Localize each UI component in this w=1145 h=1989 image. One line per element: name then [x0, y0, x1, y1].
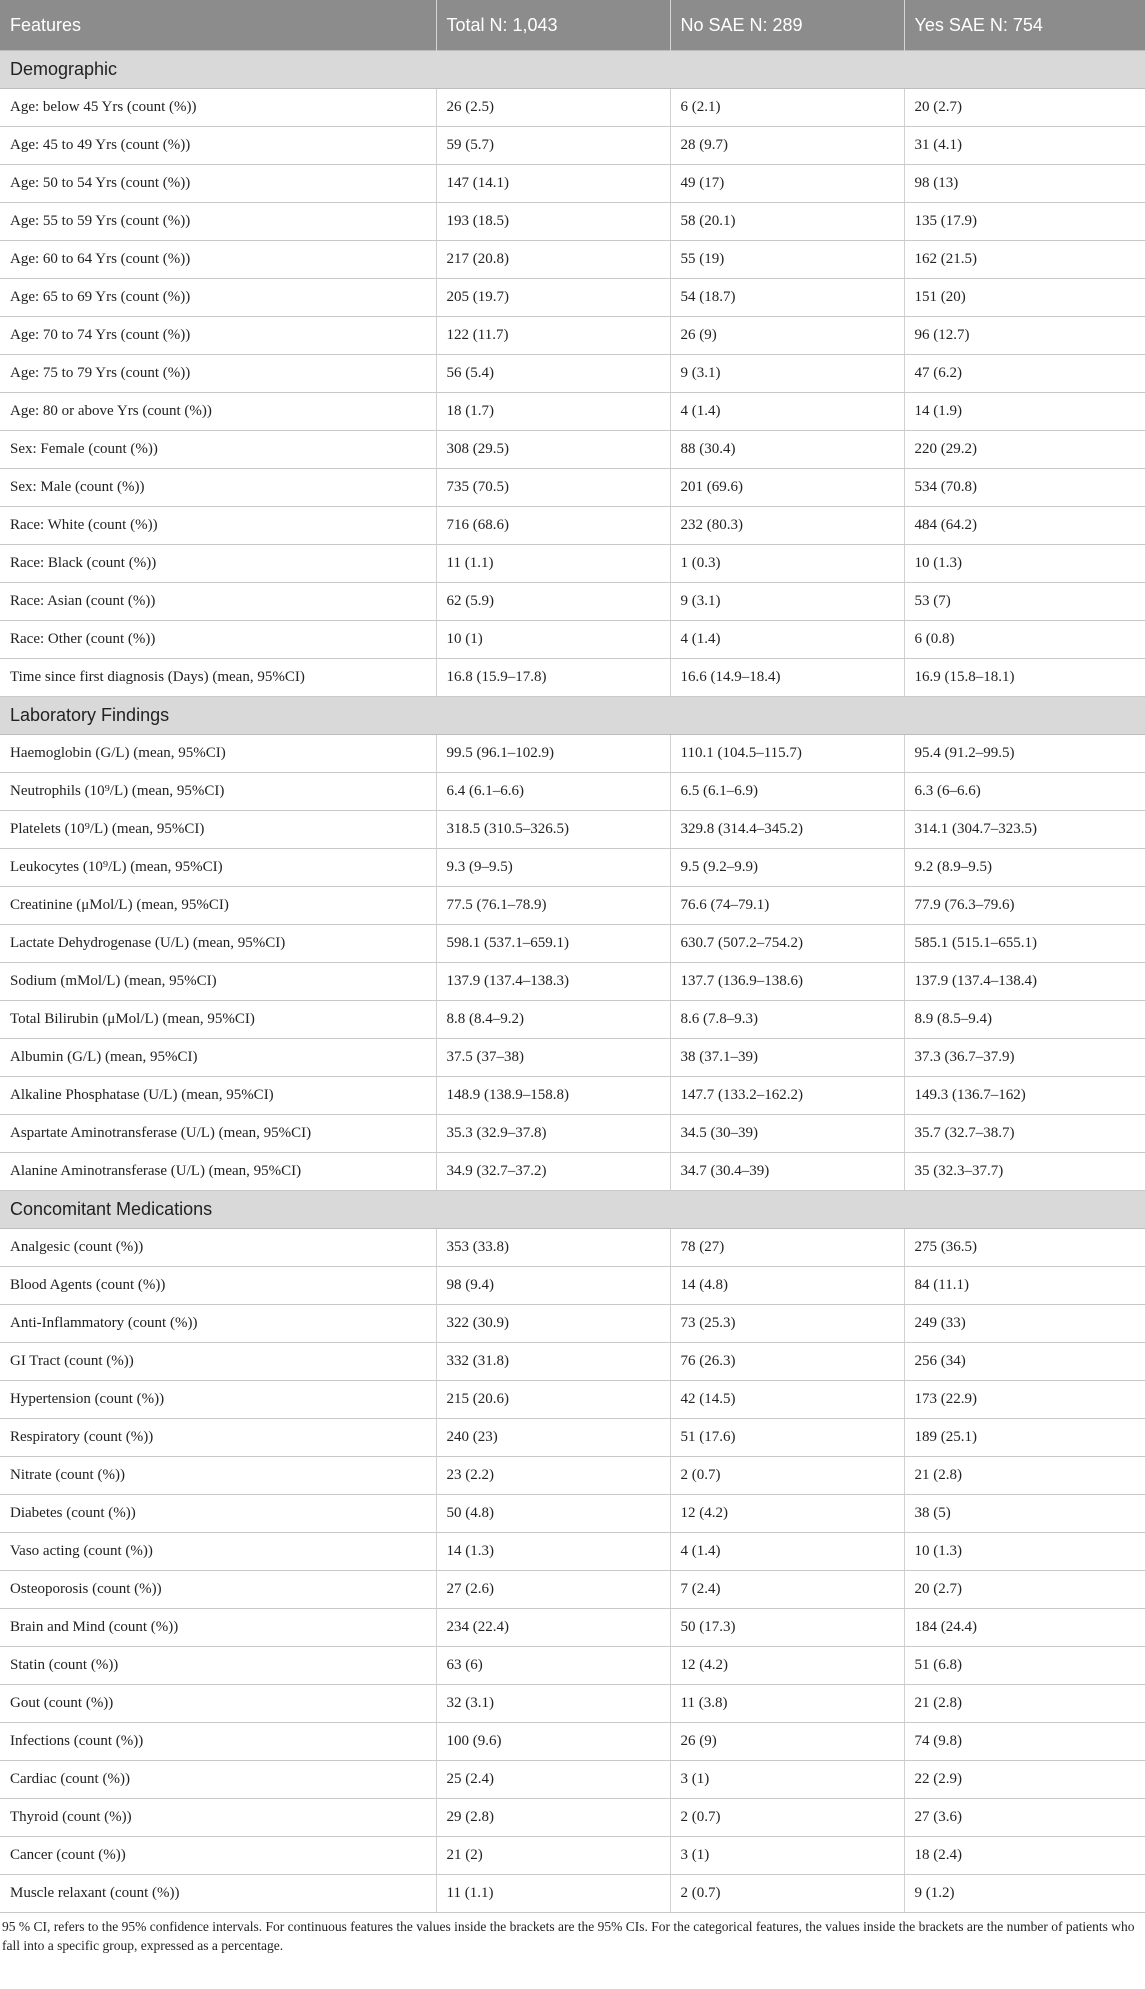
total-cell: 18 (1.7)	[436, 393, 670, 431]
table-row	[0, 1267, 1145, 1305]
feature-cell: Thyroid (count (%))	[0, 1799, 436, 1837]
table-row	[0, 279, 1145, 317]
yes-sae-cell: 16.9 (15.8–18.1)	[904, 659, 1145, 697]
feature-cell: Infections (count (%))	[0, 1723, 436, 1761]
header-yes-sae: Yes SAE N: 754	[904, 0, 1145, 51]
table-row	[0, 583, 1145, 621]
yes-sae-cell: 22 (2.9)	[904, 1761, 1145, 1799]
header-row	[0, 0, 1145, 51]
feature-cell: Nitrate (count (%))	[0, 1457, 436, 1495]
yes-sae-cell: 77.9 (76.3–79.6)	[904, 887, 1145, 925]
table-row	[0, 165, 1145, 203]
yes-sae-cell: 14 (1.9)	[904, 393, 1145, 431]
total-cell: 6.4 (6.1–6.6)	[436, 773, 670, 811]
table-row	[0, 1381, 1145, 1419]
table-row	[0, 1761, 1145, 1799]
total-cell: 29 (2.8)	[436, 1799, 670, 1837]
no-sae-cell: 54 (18.7)	[670, 279, 904, 317]
feature-cell: Sex: Female (count (%))	[0, 431, 436, 469]
no-sae-cell: 16.6 (14.9–18.4)	[670, 659, 904, 697]
yes-sae-cell: 314.1 (304.7–323.5)	[904, 811, 1145, 849]
yes-sae-cell: 74 (9.8)	[904, 1723, 1145, 1761]
section-header-row	[0, 51, 1145, 89]
yes-sae-cell: 27 (3.6)	[904, 1799, 1145, 1837]
feature-cell: Race: Asian (count (%))	[0, 583, 436, 621]
no-sae-cell: 55 (19)	[670, 241, 904, 279]
no-sae-cell: 6 (2.1)	[670, 89, 904, 127]
feature-cell: Age: 65 to 69 Yrs (count (%))	[0, 279, 436, 317]
table-row	[0, 507, 1145, 545]
yes-sae-cell: 484 (64.2)	[904, 507, 1145, 545]
feature-cell: Age: 75 to 79 Yrs (count (%))	[0, 355, 436, 393]
table-row	[0, 887, 1145, 925]
yes-sae-cell: 10 (1.3)	[904, 545, 1145, 583]
total-cell: 215 (20.6)	[436, 1381, 670, 1419]
feature-cell: Albumin (G/L) (mean, 95%CI)	[0, 1039, 436, 1077]
table-row	[0, 1495, 1145, 1533]
feature-cell: Age: 60 to 64 Yrs (count (%))	[0, 241, 436, 279]
feature-cell: Platelets (10⁹/L) (mean, 95%CI)	[0, 811, 436, 849]
table-row	[0, 1571, 1145, 1609]
no-sae-cell: 58 (20.1)	[670, 203, 904, 241]
feature-cell: Cancer (count (%))	[0, 1837, 436, 1875]
yes-sae-cell: 220 (29.2)	[904, 431, 1145, 469]
total-cell: 16.8 (15.9–17.8)	[436, 659, 670, 697]
no-sae-cell: 26 (9)	[670, 317, 904, 355]
table-row	[0, 1685, 1145, 1723]
yes-sae-cell: 8.9 (8.5–9.4)	[904, 1001, 1145, 1039]
total-cell: 59 (5.7)	[436, 127, 670, 165]
total-cell: 26 (2.5)	[436, 89, 670, 127]
no-sae-cell: 26 (9)	[670, 1723, 904, 1761]
total-cell: 63 (6)	[436, 1647, 670, 1685]
table-row	[0, 203, 1145, 241]
total-cell: 716 (68.6)	[436, 507, 670, 545]
table-row	[0, 925, 1145, 963]
total-cell: 77.5 (76.1–78.9)	[436, 887, 670, 925]
yes-sae-cell: 53 (7)	[904, 583, 1145, 621]
no-sae-cell: 201 (69.6)	[670, 469, 904, 507]
yes-sae-cell: 249 (33)	[904, 1305, 1145, 1343]
table-row	[0, 659, 1145, 697]
yes-sae-cell: 18 (2.4)	[904, 1837, 1145, 1875]
table-row	[0, 317, 1145, 355]
table-row	[0, 545, 1145, 583]
total-cell: 27 (2.6)	[436, 1571, 670, 1609]
table-row	[0, 241, 1145, 279]
total-cell: 100 (9.6)	[436, 1723, 670, 1761]
no-sae-cell: 1 (0.3)	[670, 545, 904, 583]
no-sae-cell: 88 (30.4)	[670, 431, 904, 469]
table-row	[0, 1115, 1145, 1153]
total-cell: 62 (5.9)	[436, 583, 670, 621]
feature-cell: Time since first diagnosis (Days) (mean, 95%CI)	[0, 659, 436, 697]
feature-cell: Age: 50 to 54 Yrs (count (%))	[0, 165, 436, 203]
total-cell: 318.5 (310.5–326.5)	[436, 811, 670, 849]
table-row	[0, 811, 1145, 849]
feature-cell: Diabetes (count (%))	[0, 1495, 436, 1533]
yes-sae-cell: 84 (11.1)	[904, 1267, 1145, 1305]
table-row	[0, 963, 1145, 1001]
yes-sae-cell: 37.3 (36.7–37.9)	[904, 1039, 1145, 1077]
no-sae-cell: 6.5 (6.1–6.9)	[670, 773, 904, 811]
no-sae-cell: 232 (80.3)	[670, 507, 904, 545]
feature-cell: Neutrophils (10⁹/L) (mean, 95%CI)	[0, 773, 436, 811]
total-cell: 23 (2.2)	[436, 1457, 670, 1495]
total-cell: 21 (2)	[436, 1837, 670, 1875]
table-row	[0, 355, 1145, 393]
feature-cell: Statin (count (%))	[0, 1647, 436, 1685]
no-sae-cell: 76.6 (74–79.1)	[670, 887, 904, 925]
feature-cell: Analgesic (count (%))	[0, 1229, 436, 1267]
table-row	[0, 1229, 1145, 1267]
section-header-row	[0, 697, 1145, 735]
no-sae-cell: 2 (0.7)	[670, 1457, 904, 1495]
yes-sae-cell: 275 (36.5)	[904, 1229, 1145, 1267]
feature-cell: Age: 55 to 59 Yrs (count (%))	[0, 203, 436, 241]
table-row	[0, 1457, 1145, 1495]
yes-sae-cell: 534 (70.8)	[904, 469, 1145, 507]
feature-cell: Sodium (mMol/L) (mean, 95%CI)	[0, 963, 436, 1001]
no-sae-cell: 4 (1.4)	[670, 393, 904, 431]
yes-sae-cell: 35 (32.3–37.7)	[904, 1153, 1145, 1191]
total-cell: 234 (22.4)	[436, 1609, 670, 1647]
section-title: Demographic	[0, 51, 1145, 89]
feature-cell: Leukocytes (10⁹/L) (mean, 95%CI)	[0, 849, 436, 887]
table-header	[0, 0, 1145, 51]
total-cell: 240 (23)	[436, 1419, 670, 1457]
table-row	[0, 1609, 1145, 1647]
total-cell: 37.5 (37–38)	[436, 1039, 670, 1077]
table-row	[0, 1799, 1145, 1837]
feature-cell: Hypertension (count (%))	[0, 1381, 436, 1419]
total-cell: 14 (1.3)	[436, 1533, 670, 1571]
no-sae-cell: 51 (17.6)	[670, 1419, 904, 1457]
yes-sae-cell: 20 (2.7)	[904, 89, 1145, 127]
feature-cell: Respiratory (count (%))	[0, 1419, 436, 1457]
no-sae-cell: 49 (17)	[670, 165, 904, 203]
yes-sae-cell: 173 (22.9)	[904, 1381, 1145, 1419]
total-cell: 34.9 (32.7–37.2)	[436, 1153, 670, 1191]
no-sae-cell: 9.5 (9.2–9.9)	[670, 849, 904, 887]
no-sae-cell: 7 (2.4)	[670, 1571, 904, 1609]
feature-cell: Lactate Dehydrogenase (U/L) (mean, 95%CI)	[0, 925, 436, 963]
table-row	[0, 1875, 1145, 1913]
feature-cell: Brain and Mind (count (%))	[0, 1609, 436, 1647]
total-cell: 122 (11.7)	[436, 317, 670, 355]
no-sae-cell: 50 (17.3)	[670, 1609, 904, 1647]
total-cell: 353 (33.8)	[436, 1229, 670, 1267]
no-sae-cell: 9 (3.1)	[670, 583, 904, 621]
section-title: Concomitant Medications	[0, 1191, 1145, 1229]
yes-sae-cell: 189 (25.1)	[904, 1419, 1145, 1457]
yes-sae-cell: 162 (21.5)	[904, 241, 1145, 279]
table-row	[0, 1077, 1145, 1115]
yes-sae-cell: 151 (20)	[904, 279, 1145, 317]
no-sae-cell: 3 (1)	[670, 1761, 904, 1799]
no-sae-cell: 630.7 (507.2–754.2)	[670, 925, 904, 963]
yes-sae-cell: 6 (0.8)	[904, 621, 1145, 659]
feature-cell: Alkaline Phosphatase (U/L) (mean, 95%CI)	[0, 1077, 436, 1115]
total-cell: 308 (29.5)	[436, 431, 670, 469]
total-cell: 332 (31.8)	[436, 1343, 670, 1381]
feature-cell: Race: White (count (%))	[0, 507, 436, 545]
total-cell: 9.3 (9–9.5)	[436, 849, 670, 887]
yes-sae-cell: 35.7 (32.7–38.7)	[904, 1115, 1145, 1153]
total-cell: 11 (1.1)	[436, 1875, 670, 1913]
feature-cell: Gout (count (%))	[0, 1685, 436, 1723]
yes-sae-cell: 585.1 (515.1–655.1)	[904, 925, 1145, 963]
total-cell: 137.9 (137.4–138.3)	[436, 963, 670, 1001]
no-sae-cell: 4 (1.4)	[670, 1533, 904, 1571]
table-row	[0, 1419, 1145, 1457]
feature-cell: Cardiac (count (%))	[0, 1761, 436, 1799]
total-cell: 8.8 (8.4–9.2)	[436, 1001, 670, 1039]
table-row	[0, 1153, 1145, 1191]
no-sae-cell: 42 (14.5)	[670, 1381, 904, 1419]
no-sae-cell: 73 (25.3)	[670, 1305, 904, 1343]
no-sae-cell: 329.8 (314.4–345.2)	[670, 811, 904, 849]
table-row	[0, 773, 1145, 811]
table-footnote: 95 % CI, refers to the 95% confidence intervals. For continuous features the values inside the brackets are the 95% CIs. For the categorical features, the values inside the brackets are the number of patients who fall into a specific group, expressed as a percentage.	[2, 1919, 1135, 1953]
total-cell: 11 (1.1)	[436, 545, 670, 583]
no-sae-cell: 147.7 (133.2–162.2)	[670, 1077, 904, 1115]
feature-cell: Age: below 45 Yrs (count (%))	[0, 89, 436, 127]
feature-cell: Haemoglobin (G/L) (mean, 95%CI)	[0, 735, 436, 773]
feature-cell: Muscle relaxant (count (%))	[0, 1875, 436, 1913]
table-body	[0, 51, 1145, 1913]
no-sae-cell: 14 (4.8)	[670, 1267, 904, 1305]
table-row	[0, 1343, 1145, 1381]
total-cell: 322 (30.9)	[436, 1305, 670, 1343]
header-features: Features	[0, 0, 436, 51]
feature-cell: Blood Agents (count (%))	[0, 1267, 436, 1305]
no-sae-cell: 8.6 (7.8–9.3)	[670, 1001, 904, 1039]
total-cell: 25 (2.4)	[436, 1761, 670, 1799]
no-sae-cell: 38 (37.1–39)	[670, 1039, 904, 1077]
yes-sae-cell: 256 (34)	[904, 1343, 1145, 1381]
yes-sae-cell: 6.3 (6–6.6)	[904, 773, 1145, 811]
no-sae-cell: 4 (1.4)	[670, 621, 904, 659]
feature-cell: Total Bilirubin (μMol/L) (mean, 95%CI)	[0, 1001, 436, 1039]
feature-cell: Race: Other (count (%))	[0, 621, 436, 659]
table-row	[0, 621, 1145, 659]
header-total: Total N: 1,043	[436, 0, 670, 51]
table-row	[0, 1723, 1145, 1761]
total-cell: 193 (18.5)	[436, 203, 670, 241]
feature-cell: GI Tract (count (%))	[0, 1343, 436, 1381]
no-sae-cell: 76 (26.3)	[670, 1343, 904, 1381]
no-sae-cell: 34.7 (30.4–39)	[670, 1153, 904, 1191]
no-sae-cell: 34.5 (30–39)	[670, 1115, 904, 1153]
total-cell: 147 (14.1)	[436, 165, 670, 203]
no-sae-cell: 12 (4.2)	[670, 1495, 904, 1533]
header-no-sae: No SAE N: 289	[670, 0, 904, 51]
total-cell: 99.5 (96.1–102.9)	[436, 735, 670, 773]
table-row	[0, 735, 1145, 773]
section-title: Laboratory Findings	[0, 697, 1145, 735]
feature-cell: Sex: Male (count (%))	[0, 469, 436, 507]
yes-sae-cell: 38 (5)	[904, 1495, 1145, 1533]
table-row	[0, 431, 1145, 469]
feature-cell: Anti-Inflammatory (count (%))	[0, 1305, 436, 1343]
yes-sae-cell: 137.9 (137.4–138.4)	[904, 963, 1145, 1001]
table-row	[0, 1305, 1145, 1343]
no-sae-cell: 110.1 (104.5–115.7)	[670, 735, 904, 773]
total-cell: 148.9 (138.9–158.8)	[436, 1077, 670, 1115]
feature-cell: Vaso acting (count (%))	[0, 1533, 436, 1571]
no-sae-cell: 78 (27)	[670, 1229, 904, 1267]
yes-sae-cell: 9.2 (8.9–9.5)	[904, 849, 1145, 887]
feature-cell: Osteoporosis (count (%))	[0, 1571, 436, 1609]
feature-cell: Age: 70 to 74 Yrs (count (%))	[0, 317, 436, 355]
total-cell: 98 (9.4)	[436, 1267, 670, 1305]
feature-cell: Race: Black (count (%))	[0, 545, 436, 583]
no-sae-cell: 137.7 (136.9–138.6)	[670, 963, 904, 1001]
yes-sae-cell: 98 (13)	[904, 165, 1145, 203]
feature-cell: Creatinine (μMol/L) (mean, 95%CI)	[0, 887, 436, 925]
no-sae-cell: 2 (0.7)	[670, 1875, 904, 1913]
yes-sae-cell: 21 (2.8)	[904, 1457, 1145, 1495]
table-row	[0, 1039, 1145, 1077]
section-header-row	[0, 1191, 1145, 1229]
table-row	[0, 393, 1145, 431]
yes-sae-cell: 184 (24.4)	[904, 1609, 1145, 1647]
feature-cell: Age: 45 to 49 Yrs (count (%))	[0, 127, 436, 165]
yes-sae-cell: 96 (12.7)	[904, 317, 1145, 355]
yes-sae-cell: 51 (6.8)	[904, 1647, 1145, 1685]
yes-sae-cell: 21 (2.8)	[904, 1685, 1145, 1723]
yes-sae-cell: 47 (6.2)	[904, 355, 1145, 393]
total-cell: 56 (5.4)	[436, 355, 670, 393]
table-row	[0, 1533, 1145, 1571]
total-cell: 50 (4.8)	[436, 1495, 670, 1533]
table-row	[0, 849, 1145, 887]
yes-sae-cell: 31 (4.1)	[904, 127, 1145, 165]
table-row	[0, 1647, 1145, 1685]
table-row	[0, 1001, 1145, 1039]
table-row	[0, 127, 1145, 165]
total-cell: 598.1 (537.1–659.1)	[436, 925, 670, 963]
no-sae-cell: 3 (1)	[670, 1837, 904, 1875]
yes-sae-cell: 20 (2.7)	[904, 1571, 1145, 1609]
yes-sae-cell: 149.3 (136.7–162)	[904, 1077, 1145, 1115]
total-cell: 10 (1)	[436, 621, 670, 659]
table-row	[0, 469, 1145, 507]
yes-sae-cell: 10 (1.3)	[904, 1533, 1145, 1571]
feature-cell: Age: 80 or above Yrs (count (%))	[0, 393, 436, 431]
table-row	[0, 89, 1145, 127]
no-sae-cell: 28 (9.7)	[670, 127, 904, 165]
table-row	[0, 1837, 1145, 1875]
feature-cell: Alanine Aminotransferase (U/L) (mean, 95%CI)	[0, 1153, 436, 1191]
total-cell: 735 (70.5)	[436, 469, 670, 507]
total-cell: 32 (3.1)	[436, 1685, 670, 1723]
feature-cell: Aspartate Aminotransferase (U/L) (mean, 95%CI)	[0, 1115, 436, 1153]
total-cell: 35.3 (32.9–37.8)	[436, 1115, 670, 1153]
no-sae-cell: 9 (3.1)	[670, 355, 904, 393]
yes-sae-cell: 9 (1.2)	[904, 1875, 1145, 1913]
no-sae-cell: 2 (0.7)	[670, 1799, 904, 1837]
total-cell: 205 (19.7)	[436, 279, 670, 317]
yes-sae-cell: 135 (17.9)	[904, 203, 1145, 241]
no-sae-cell: 11 (3.8)	[670, 1685, 904, 1723]
no-sae-cell: 12 (4.2)	[670, 1647, 904, 1685]
yes-sae-cell: 95.4 (91.2–99.5)	[904, 735, 1145, 773]
total-cell: 217 (20.8)	[436, 241, 670, 279]
